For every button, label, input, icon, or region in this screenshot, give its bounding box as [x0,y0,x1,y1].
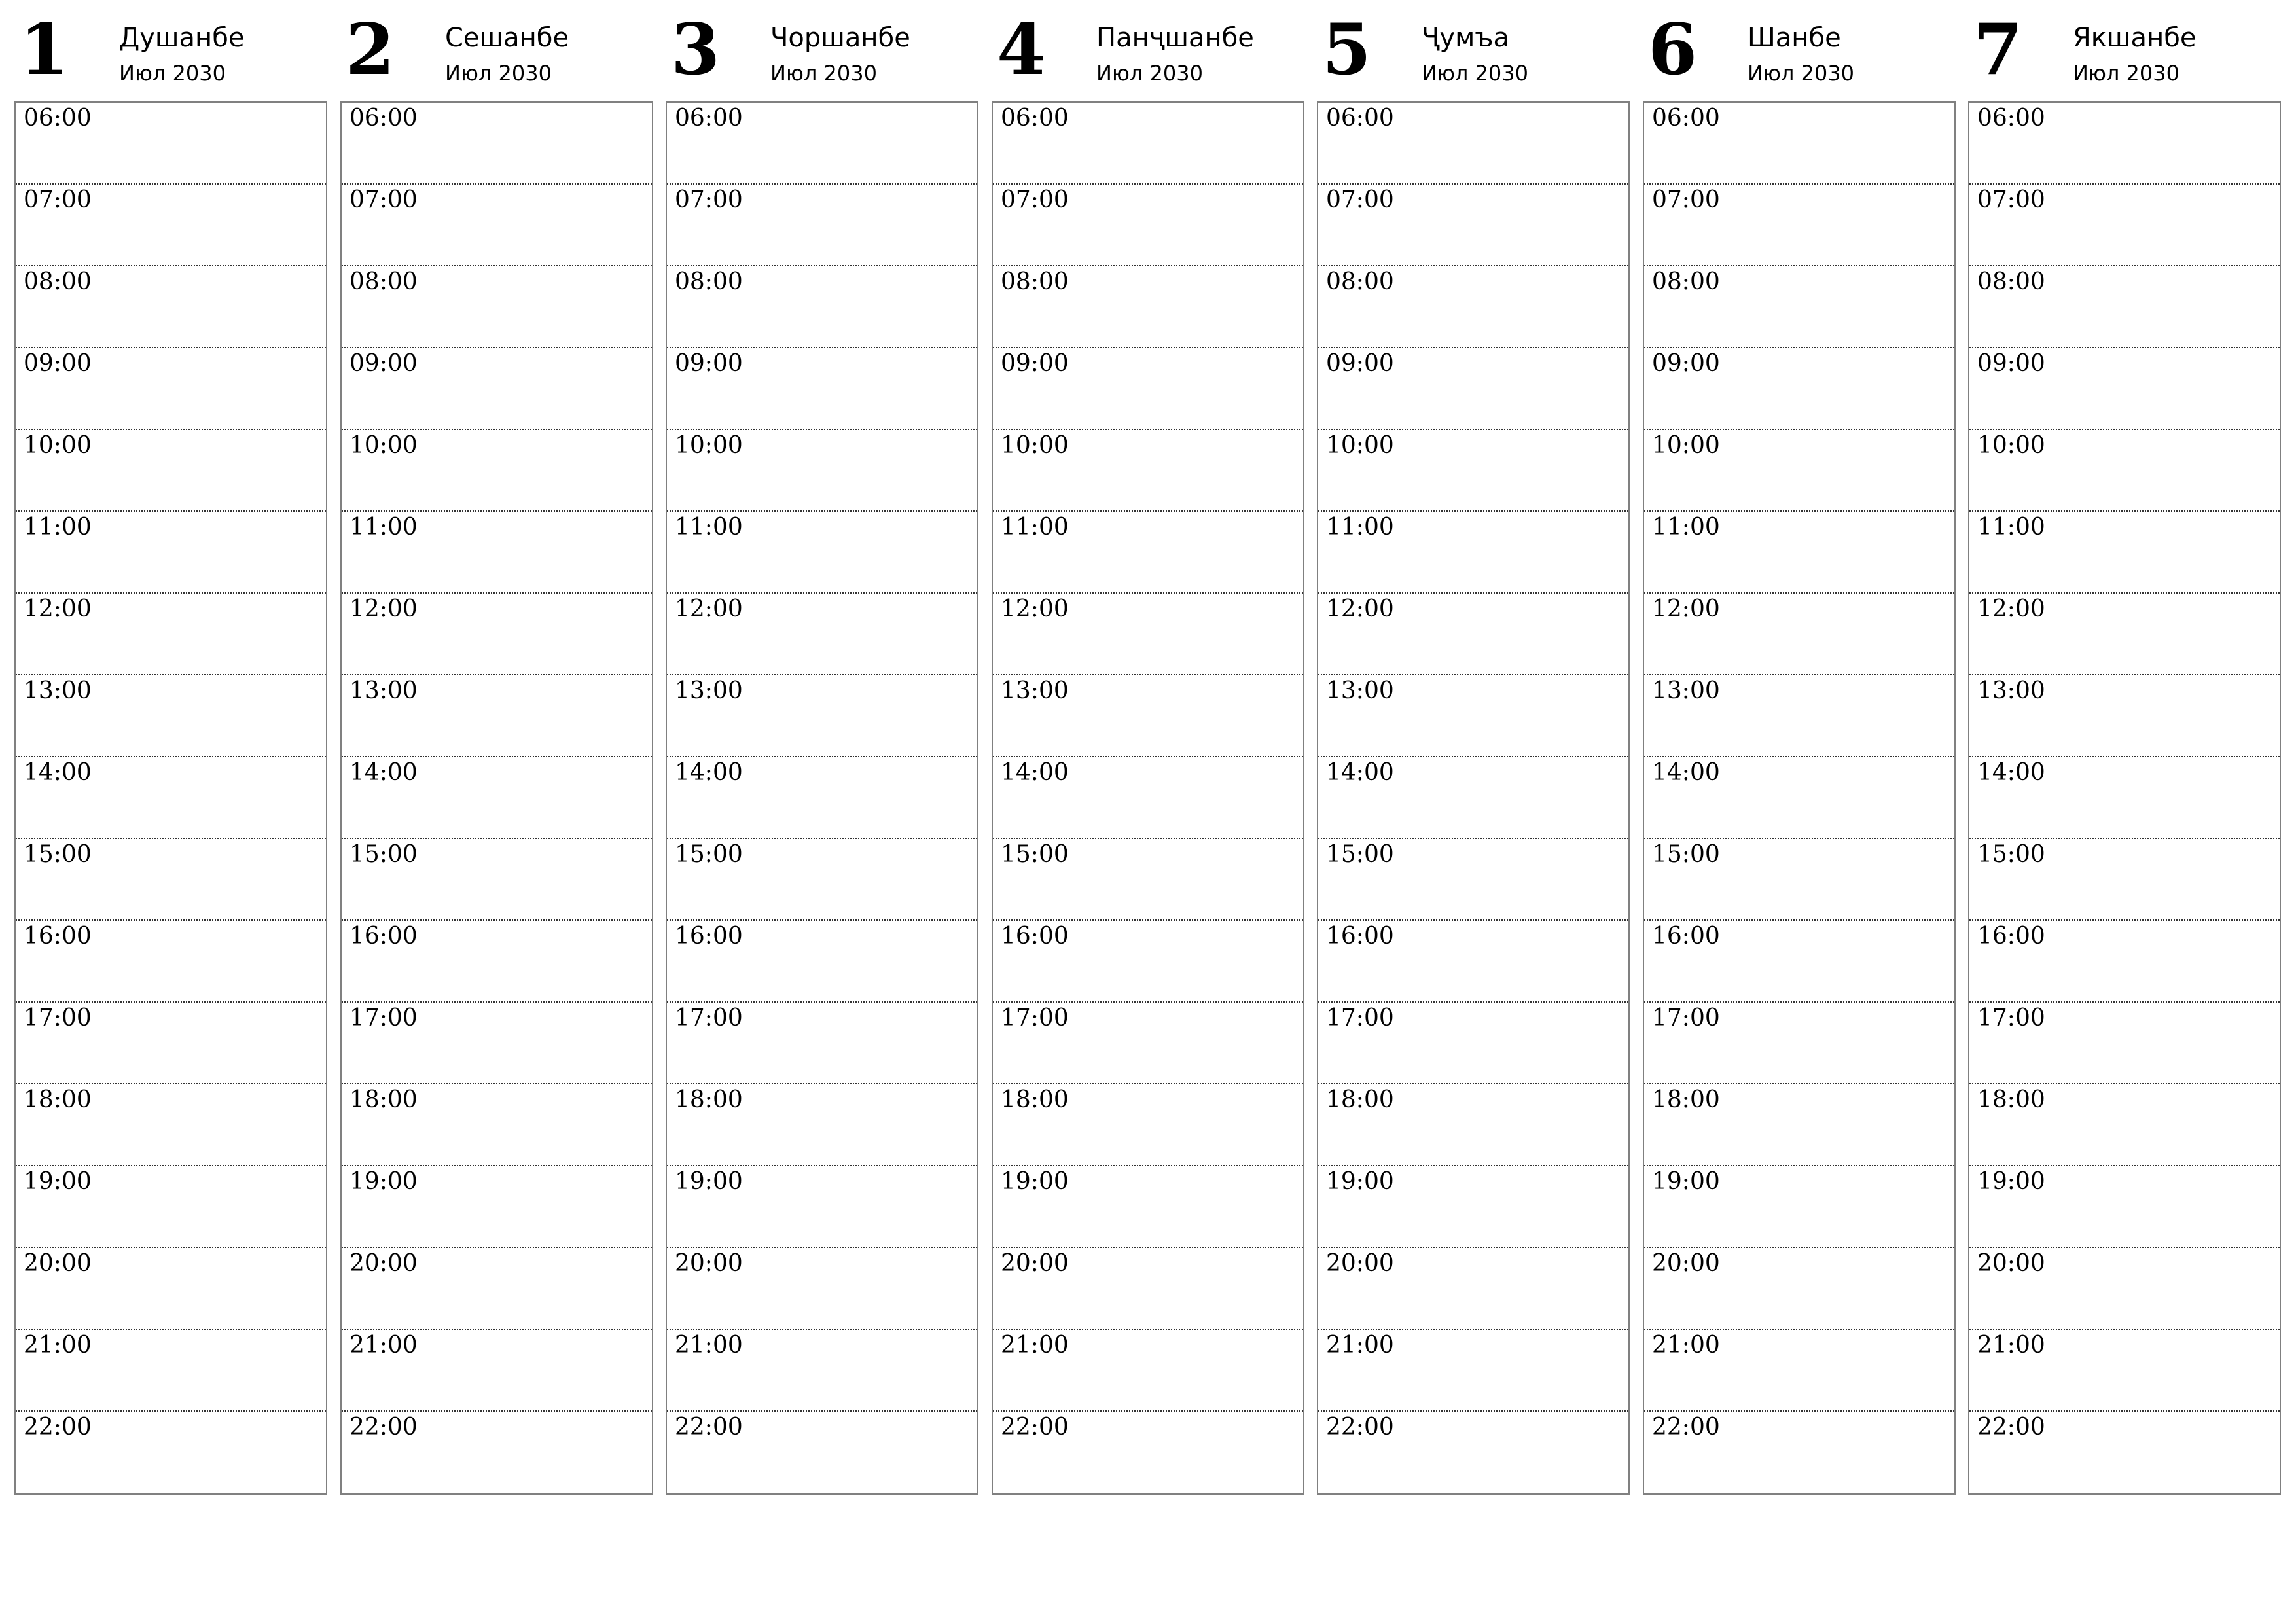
day-schedule-box [1643,101,1956,1495]
time-slot[interactable] [1318,921,1628,1003]
day-schedule-box [666,101,978,1495]
time-slot-label: 19:00 [1001,1168,1069,1195]
day-header [14,0,327,98]
time-slot[interactable] [342,1084,652,1166]
time-slot-label: 10:00 [1326,432,1394,459]
day-column [14,0,327,1505]
day-header [340,0,653,98]
time-slot-label: 14:00 [350,759,418,786]
time-slot-label: 12:00 [1652,596,1720,622]
time-slot[interactable] [1969,1248,2280,1330]
time-slot[interactable] [1644,430,1954,512]
time-slot[interactable] [667,675,977,757]
time-slot-label: 14:00 [24,759,92,786]
time-slot[interactable] [16,1412,326,1493]
time-slot[interactable] [342,1330,652,1412]
time-slot[interactable] [1644,757,1954,839]
time-slot[interactable] [1644,185,1954,266]
time-slot[interactable] [1969,839,2280,921]
time-slot[interactable] [667,103,977,185]
time-slot-label: 19:00 [675,1168,743,1195]
time-slot-label: 15:00 [1001,841,1069,868]
time-slot-label: 17:00 [1977,1005,2045,1031]
time-slot[interactable] [1318,430,1628,512]
time-slot-label: 17:00 [350,1005,418,1031]
day-header [1643,0,1956,98]
time-slot-label: 21:00 [1977,1332,2045,1359]
day-number: 6 [1648,9,1698,91]
time-slot-label: 11:00 [1652,514,1720,541]
time-slot-label: 10:00 [1001,432,1069,459]
time-slot-label: 10:00 [24,432,92,459]
time-slot-label: 08:00 [1326,268,1394,295]
time-slot[interactable] [16,1166,326,1248]
time-slot[interactable] [667,1330,977,1412]
time-slot[interactable] [342,1003,652,1084]
time-slot-label: 22:00 [1001,1414,1069,1440]
time-slot[interactable] [1644,512,1954,594]
time-slot-label: 09:00 [675,350,743,377]
time-slot[interactable] [342,757,652,839]
time-slot[interactable] [342,1412,652,1493]
time-slot-label: 19:00 [1326,1168,1394,1195]
time-slot[interactable] [667,512,977,594]
time-slot-label: 07:00 [1001,187,1069,213]
time-slot-label: 21:00 [24,1332,92,1359]
day-number: 2 [346,9,395,91]
time-slot-label: 21:00 [1326,1332,1394,1359]
time-slot[interactable] [1644,103,1954,185]
time-slot-label: 13:00 [1001,677,1069,704]
day-number: 1 [20,9,69,91]
time-slot[interactable] [1969,266,2280,348]
time-slot[interactable] [1969,185,2280,266]
day-number: 7 [1973,9,2023,91]
time-slot-label: 09:00 [1652,350,1720,377]
time-slot-label: 12:00 [1326,596,1394,622]
time-slot[interactable] [1644,1330,1954,1412]
time-slot-label: 19:00 [350,1168,418,1195]
time-slot-label: 19:00 [1977,1168,2045,1195]
day-schedule-box [1317,101,1630,1495]
day-number: 4 [997,9,1047,91]
time-slot-label: 17:00 [675,1005,743,1031]
time-slot-label: 09:00 [1001,350,1069,377]
time-slot-label: 15:00 [1977,841,2045,868]
time-slot-label: 11:00 [1001,514,1069,541]
time-slot-label: 17:00 [24,1005,92,1031]
time-slot[interactable] [993,1248,1303,1330]
time-slot-label: 20:00 [1326,1250,1394,1277]
time-slot[interactable] [342,1248,652,1330]
time-slot[interactable] [993,921,1303,1003]
time-slot[interactable] [993,1330,1303,1412]
time-slot[interactable] [1969,348,2280,430]
time-slot[interactable] [667,757,977,839]
time-slot[interactable] [1318,103,1628,185]
day-month-label: Июл 2030 [119,61,226,86]
day-header [1968,0,2281,98]
time-slot-label: 06:00 [24,105,92,132]
time-slot[interactable] [342,512,652,594]
time-slot[interactable] [342,430,652,512]
time-slot[interactable] [1318,1412,1628,1493]
time-slot-label: 15:00 [350,841,418,868]
day-column [992,0,1304,1505]
time-slot-label: 10:00 [1652,432,1720,459]
day-name: Душанбе [119,23,245,53]
time-slot-label: 19:00 [24,1168,92,1195]
time-slot-label: 14:00 [1977,759,2045,786]
day-column [1317,0,1630,1505]
time-slot[interactable] [993,430,1303,512]
time-slot[interactable] [342,594,652,675]
time-slot[interactable] [993,185,1303,266]
time-slot[interactable] [667,1084,977,1166]
time-slot-label: 21:00 [675,1332,743,1359]
time-slot[interactable] [16,103,326,185]
time-slot-label: 08:00 [1977,268,2045,295]
day-schedule-box [1968,101,2281,1495]
time-slot[interactable] [16,921,326,1003]
time-slot-label: 06:00 [1001,105,1069,132]
time-slot-label: 18:00 [24,1086,92,1113]
time-slot-label: 15:00 [675,841,743,868]
time-slot[interactable] [342,348,652,430]
time-slot-label: 10:00 [1977,432,2045,459]
time-slot-label: 16:00 [1326,923,1394,950]
time-slot[interactable] [993,266,1303,348]
time-slot[interactable] [993,512,1303,594]
time-slot[interactable] [993,839,1303,921]
time-slot-label: 16:00 [350,923,418,950]
time-slot[interactable] [1969,1084,2280,1166]
time-slot-label: 09:00 [1977,350,2045,377]
time-slot[interactable] [1318,1166,1628,1248]
time-slot-label: 22:00 [350,1414,418,1440]
time-slot[interactable] [667,348,977,430]
time-slot-label: 12:00 [24,596,92,622]
time-slot[interactable] [667,1412,977,1493]
time-slot[interactable] [16,266,326,348]
time-slot-label: 12:00 [1977,596,2045,622]
time-slot-label: 06:00 [1977,105,2045,132]
time-slot[interactable] [667,430,977,512]
time-slot-label: 15:00 [1652,841,1720,868]
day-column [666,0,978,1505]
time-slot[interactable] [1644,594,1954,675]
time-slot[interactable] [1318,512,1628,594]
time-slot[interactable] [1969,1412,2280,1493]
time-slot[interactable] [1644,1248,1954,1330]
time-slot[interactable] [993,1084,1303,1166]
time-slot-label: 11:00 [675,514,743,541]
time-slot-label: 19:00 [1652,1168,1720,1195]
time-slot[interactable] [993,103,1303,185]
day-name: Сешанбе [445,23,569,53]
time-slot[interactable] [667,594,977,675]
time-slot-label: 16:00 [1977,923,2045,950]
day-number: 3 [671,9,721,91]
day-schedule-box [992,101,1304,1495]
time-slot-label: 21:00 [350,1332,418,1359]
time-slot[interactable] [1969,757,2280,839]
day-column [340,0,653,1505]
time-slot[interactable] [1969,921,2280,1003]
time-slot-label: 18:00 [1977,1086,2045,1113]
time-slot-label: 14:00 [1652,759,1720,786]
time-slot[interactable] [1318,1330,1628,1412]
time-slot-label: 15:00 [24,841,92,868]
time-slot[interactable] [16,512,326,594]
time-slot[interactable] [1318,266,1628,348]
time-slot[interactable] [342,921,652,1003]
time-slot-label: 11:00 [1977,514,2045,541]
time-slot[interactable] [667,266,977,348]
time-slot-label: 06:00 [350,105,418,132]
time-slot-label: 12:00 [1001,596,1069,622]
day-number: 5 [1322,9,1372,91]
time-slot-label: 20:00 [1977,1250,2045,1277]
time-slot[interactable] [667,921,977,1003]
time-slot-label: 22:00 [1652,1414,1720,1440]
time-slot[interactable] [667,185,977,266]
time-slot-label: 22:00 [1977,1414,2045,1440]
day-name: Ҷумъа [1422,23,1510,53]
time-slot-label: 14:00 [1326,759,1394,786]
time-slot[interactable] [1318,594,1628,675]
day-schedule-box [14,101,327,1495]
day-column [1643,0,1956,1505]
time-slot[interactable] [993,757,1303,839]
time-slot[interactable] [1644,1084,1954,1166]
day-column [1968,0,2281,1505]
time-slot[interactable] [1969,512,2280,594]
time-slot[interactable] [16,1248,326,1330]
time-slot-label: 08:00 [350,268,418,295]
time-slot[interactable] [342,675,652,757]
time-slot[interactable] [342,1166,652,1248]
time-slot-label: 13:00 [1977,677,2045,704]
time-slot[interactable] [342,103,652,185]
time-slot-label: 20:00 [24,1250,92,1277]
time-slot[interactable] [1969,103,2280,185]
day-schedule-box [340,101,653,1495]
time-slot-label: 14:00 [675,759,743,786]
time-slot[interactable] [993,1412,1303,1493]
time-slot[interactable] [16,594,326,675]
day-header [992,0,1304,98]
time-slot[interactable] [993,594,1303,675]
time-slot[interactable] [1644,1003,1954,1084]
time-slot-label: 17:00 [1326,1005,1394,1031]
time-slot-label: 22:00 [1326,1414,1394,1440]
time-slot-label: 13:00 [24,677,92,704]
time-slot-label: 07:00 [24,187,92,213]
time-slot-label: 07:00 [675,187,743,213]
time-slot[interactable] [1644,1166,1954,1248]
time-slot[interactable] [1969,430,2280,512]
time-slot[interactable] [993,348,1303,430]
time-slot[interactable] [1644,921,1954,1003]
time-slot-label: 11:00 [1326,514,1394,541]
time-slot-label: 16:00 [675,923,743,950]
day-name: Якшанбе [2073,23,2197,53]
time-slot-label: 20:00 [675,1250,743,1277]
day-month-label: Июл 2030 [2073,61,2179,86]
time-slot-label: 09:00 [24,350,92,377]
time-slot[interactable] [342,185,652,266]
time-slot-label: 12:00 [350,596,418,622]
time-slot-label: 22:00 [24,1414,92,1440]
time-slot[interactable] [1318,348,1628,430]
time-slot[interactable] [1969,594,2280,675]
time-slot[interactable] [1644,675,1954,757]
time-slot[interactable] [16,348,326,430]
day-month-label: Июл 2030 [1096,61,1203,86]
time-slot[interactable] [1318,839,1628,921]
time-slot-label: 06:00 [675,105,743,132]
time-slot-label: 07:00 [1977,187,2045,213]
time-slot-label: 16:00 [24,923,92,950]
time-slot-label: 12:00 [675,596,743,622]
time-slot-label: 16:00 [1001,923,1069,950]
day-name: Панҷшанбе [1096,23,1254,53]
time-slot-label: 21:00 [1652,1332,1720,1359]
time-slot-label: 18:00 [1326,1086,1394,1113]
time-slot-label: 18:00 [350,1086,418,1113]
day-month-label: Июл 2030 [770,61,877,86]
time-slot[interactable] [1969,1003,2280,1084]
time-slot[interactable] [667,1166,977,1248]
time-slot-label: 18:00 [1652,1086,1720,1113]
day-name: Шанбе [1748,23,1841,53]
time-slot-label: 15:00 [1326,841,1394,868]
time-slot[interactable] [993,1003,1303,1084]
time-slot-label: 13:00 [1652,677,1720,704]
time-slot[interactable] [993,675,1303,757]
time-slot-label: 20:00 [1001,1250,1069,1277]
time-slot[interactable] [1969,1166,2280,1248]
time-slot[interactable] [1969,1330,2280,1412]
time-slot-label: 17:00 [1652,1005,1720,1031]
time-slot-label: 06:00 [1652,105,1720,132]
time-slot-label: 08:00 [1652,268,1720,295]
time-slot[interactable] [1969,675,2280,757]
time-slot-label: 18:00 [1001,1086,1069,1113]
time-slot-label: 16:00 [1652,923,1720,950]
day-month-label: Июл 2030 [1422,61,1528,86]
time-slot[interactable] [1318,1084,1628,1166]
time-slot[interactable] [667,1003,977,1084]
time-slot-label: 13:00 [1326,677,1394,704]
time-slot[interactable] [1318,757,1628,839]
time-slot-label: 07:00 [1652,187,1720,213]
time-slot[interactable] [342,839,652,921]
time-slot-label: 18:00 [675,1086,743,1113]
time-slot-label: 17:00 [1001,1005,1069,1031]
time-slot-label: 11:00 [24,514,92,541]
time-slot-label: 10:00 [675,432,743,459]
time-slot-label: 21:00 [1001,1332,1069,1359]
time-slot[interactable] [16,839,326,921]
time-slot-label: 07:00 [350,187,418,213]
time-slot-label: 22:00 [675,1414,743,1440]
time-slot-label: 06:00 [1326,105,1394,132]
time-slot[interactable] [16,185,326,266]
time-slot[interactable] [1318,1003,1628,1084]
time-slot[interactable] [16,675,326,757]
time-slot[interactable] [1644,839,1954,921]
time-slot-label: 20:00 [350,1250,418,1277]
time-slot-label: 09:00 [1326,350,1394,377]
time-slot[interactable] [1644,266,1954,348]
time-slot[interactable] [16,757,326,839]
time-slot[interactable] [1644,1412,1954,1493]
time-slot[interactable] [342,266,652,348]
time-slot-label: 13:00 [675,677,743,704]
time-slot-label: 08:00 [1001,268,1069,295]
time-slot[interactable] [1318,185,1628,266]
day-name: Чоршанбе [770,23,910,53]
time-slot[interactable] [667,839,977,921]
time-slot[interactable] [993,1166,1303,1248]
time-slot-label: 13:00 [350,677,418,704]
day-header [666,0,978,98]
time-slot[interactable] [1318,675,1628,757]
time-slot-label: 14:00 [1001,759,1069,786]
time-slot[interactable] [16,1084,326,1166]
time-slot-label: 09:00 [350,350,418,377]
time-slot-label: 10:00 [350,432,418,459]
time-slot[interactable] [1318,1248,1628,1330]
time-slot-label: 11:00 [350,514,418,541]
time-slot[interactable] [667,1248,977,1330]
time-slot[interactable] [16,430,326,512]
time-slot[interactable] [16,1003,326,1084]
time-slot[interactable] [16,1330,326,1412]
time-slot[interactable] [1644,348,1954,430]
day-month-label: Июл 2030 [1748,61,1854,86]
day-month-label: Июл 2030 [445,61,552,86]
time-slot-label: 08:00 [675,268,743,295]
time-slot-label: 07:00 [1326,187,1394,213]
time-slot-label: 08:00 [24,268,92,295]
day-header [1317,0,1630,98]
time-slot-label: 20:00 [1652,1250,1720,1277]
